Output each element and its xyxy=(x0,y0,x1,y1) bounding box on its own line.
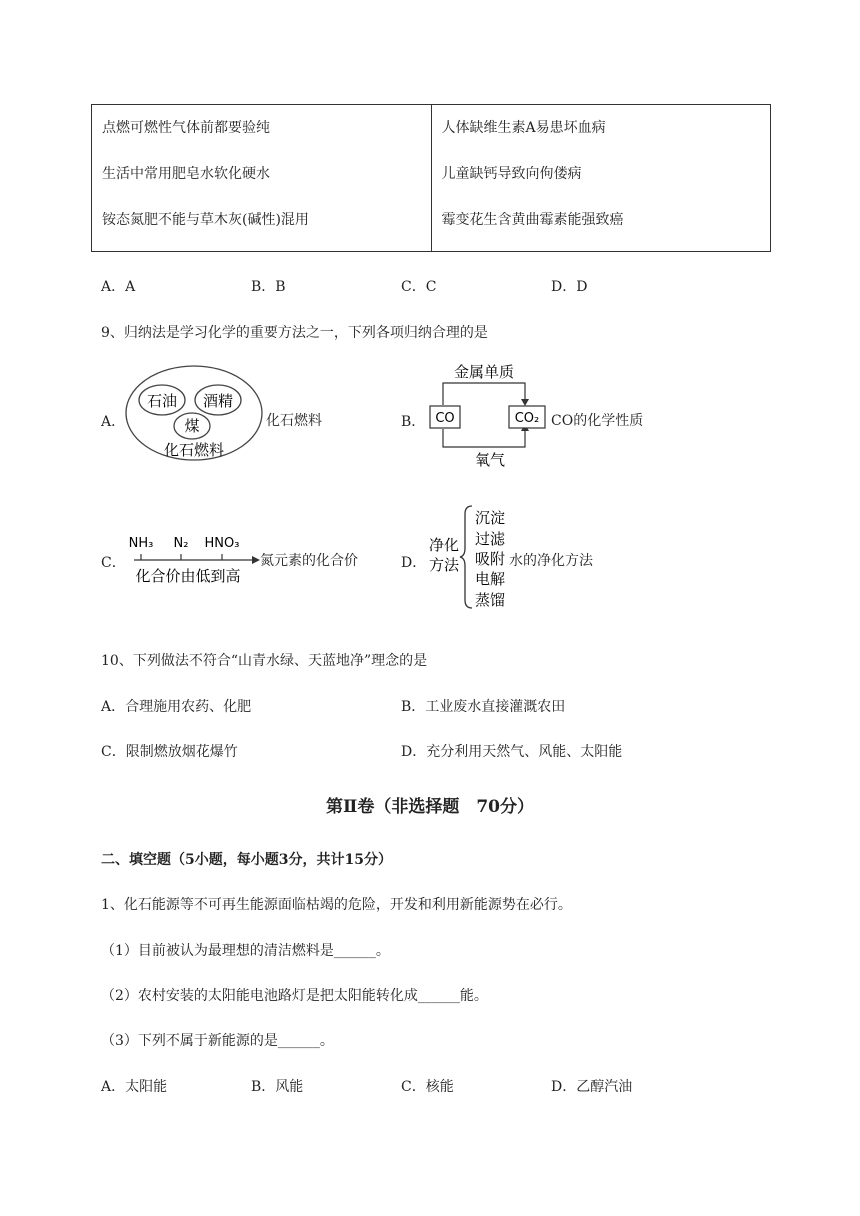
fill1-sub3[interactable]: （3）下列不属于新能源的是______。 xyxy=(101,1033,334,1049)
q9-option-c-label[interactable]: C． xyxy=(101,555,126,571)
q8-option-c[interactable]: C．C xyxy=(401,279,437,295)
q8-left-item: 铵态氮肥不能与草木灰(碱性)混用 xyxy=(102,212,309,228)
fill1-sub1[interactable]: （1）目前被认为最理想的清洁燃料是______。 xyxy=(101,943,390,959)
q9-option-d-caption: 水的净化方法 xyxy=(509,553,593,569)
fossil-outer-label: 化石燃料 xyxy=(163,441,225,459)
q8-right-item: 霉变花生含黄曲霉素能强致癌 xyxy=(441,212,624,228)
section-title: 第Ⅱ卷（非选择题 70分） xyxy=(326,797,534,817)
q10-option-c[interactable]: C．限制燃放烟花爆竹 xyxy=(101,744,238,760)
q8-table xyxy=(91,104,771,252)
q8-left-cell xyxy=(92,105,432,252)
q10-option-d[interactable]: D．充分利用天然气、风能、太阳能 xyxy=(401,744,623,760)
valence-axis-label: 化合价由低到高 xyxy=(135,567,241,585)
q9-stem: 9、归纳法是学习化学的重要方法之一，下列各项归纳合理的是 xyxy=(101,325,488,341)
valence-item-nh3: NH₃ xyxy=(128,536,154,551)
purify-item: 蒸馏 xyxy=(475,591,506,609)
q9-option-a-label[interactable]: A． xyxy=(101,414,126,430)
q10-stem: 10、下列做法不符合“山青水绿、天蓝地净”理念的是 xyxy=(101,653,428,669)
fossil-item-oil: 石油 xyxy=(146,392,178,410)
co-top-label: 金属单质 xyxy=(453,363,515,381)
q9-option-b-label[interactable]: B． xyxy=(401,414,426,430)
purify-item: 电解 xyxy=(475,570,506,588)
fill1-option-d[interactable]: D．乙醇汽油 xyxy=(551,1079,633,1095)
purify-item: 过滤 xyxy=(475,530,506,548)
valence-item-hno3: HNO₃ xyxy=(204,536,240,551)
purify-head-2: 方法 xyxy=(428,556,460,574)
q8-right-cell xyxy=(431,105,771,252)
purify-head-1: 净化 xyxy=(428,536,460,554)
q8-left-item: 点燃可燃性气体前都要验纯 xyxy=(102,120,270,136)
q9-option-a-caption: 化石燃料 xyxy=(266,413,322,429)
q8-right-item: 人体缺维生素A易患坏血病 xyxy=(441,120,606,136)
fill1-option-c[interactable]: C．核能 xyxy=(401,1079,454,1095)
q10-option-a[interactable]: A．合理施用农药、化肥 xyxy=(101,699,252,715)
q8-option-a[interactable]: A．A xyxy=(101,279,136,295)
water-purification-diagram xyxy=(424,500,510,614)
fill1-option-a[interactable]: A．太阳能 xyxy=(101,1079,168,1095)
q9-option-b-caption: CO的化学性质 xyxy=(551,413,644,429)
nitrogen-valence-diagram xyxy=(124,530,264,588)
co-left-box: CO xyxy=(435,411,455,426)
q8-option-b[interactable]: B．B xyxy=(251,279,286,295)
q9-option-d-label[interactable]: D． xyxy=(401,555,427,571)
fossil-item-coal: 煤 xyxy=(184,417,200,435)
fossil-fuel-diagram xyxy=(123,363,267,463)
fossil-item-alcohol: 酒精 xyxy=(202,392,234,410)
co-bottom-label: 氧气 xyxy=(474,451,506,469)
q8-right-item: 儿童缺钙导致向佝偻病 xyxy=(441,166,582,182)
q10-option-b[interactable]: B．工业废水直接灌溉农田 xyxy=(401,699,566,715)
purify-item: 沉淀 xyxy=(475,509,506,527)
co-right-box: CO₂ xyxy=(514,411,540,426)
section-subtitle: 二、填空题（5小题，每小题3分，共计15分） xyxy=(101,852,392,868)
q8-left-item: 生活中常用肥皂水软化硬水 xyxy=(102,166,270,182)
fill1-stem: 1、化石能源等不可再生能源面临枯竭的危险，开发和利用新能源势在必行。 xyxy=(101,897,572,913)
q9-option-c-caption: 氮元素的化合价 xyxy=(260,553,358,569)
valence-item-n2: N₂ xyxy=(173,536,189,551)
co-property-diagram xyxy=(425,363,553,473)
fill1-sub2[interactable]: （2）农村安装的太阳能电池路灯是把太阳能转化成______能。 xyxy=(101,988,488,1004)
q8-option-d[interactable]: D．D xyxy=(551,279,588,295)
fill1-option-b[interactable]: B．风能 xyxy=(251,1079,304,1095)
purify-item: 吸附 xyxy=(475,550,506,568)
